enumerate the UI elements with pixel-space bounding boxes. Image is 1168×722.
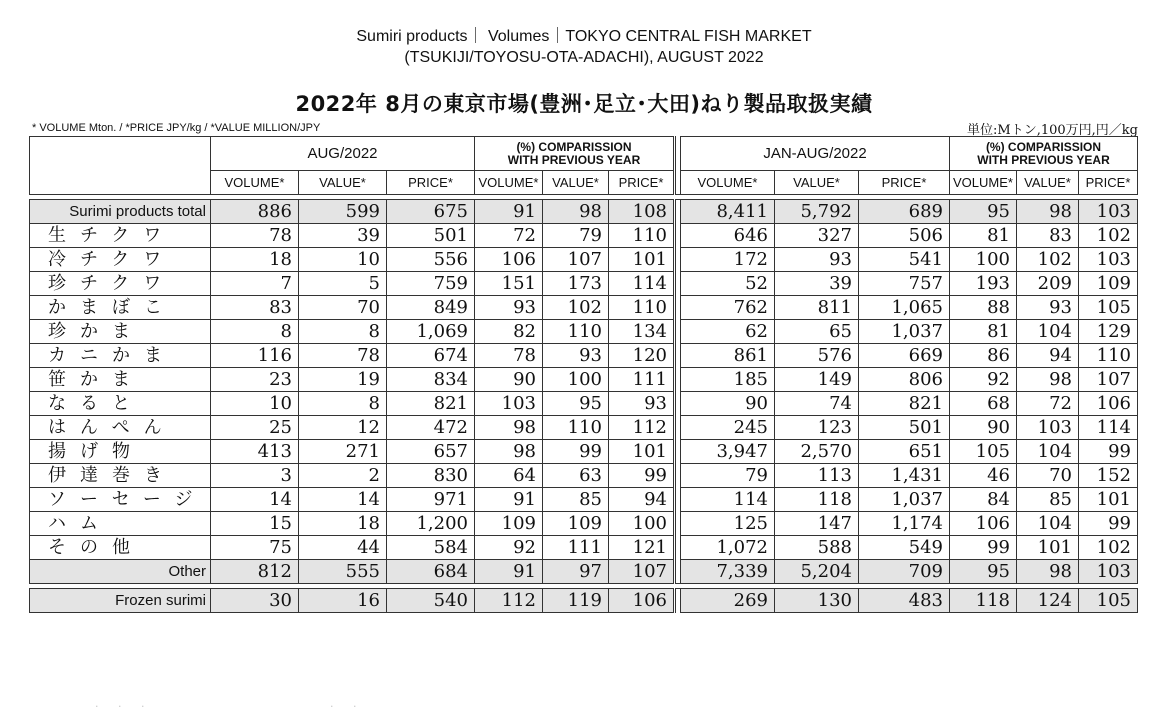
table-cell: 88 [950,296,1017,320]
column-header: VALUE* [543,171,609,195]
table-cell: 483 [859,589,950,613]
table-cell: 124 [1017,589,1079,613]
column-header: PRICE* [387,171,475,195]
table-cell: 70 [299,296,387,320]
table-cell: 75 [211,536,299,560]
table-cell: 106 [1079,392,1138,416]
table-cell: 674 [387,344,475,368]
table-cell: 23 [211,368,299,392]
column-header: VOLUME* [211,171,299,195]
table-cell: 971 [387,488,475,512]
column-header: VOLUME* [681,171,775,195]
table-cell: 83 [1017,224,1079,248]
table-cell: 245 [681,416,775,440]
table-cell: 675 [387,200,475,224]
table-cell: 472 [387,416,475,440]
table-cell: 101 [1079,488,1138,512]
table-row-item [30,368,1138,392]
table-cell: 107 [1079,368,1138,392]
table-cell: 18 [211,248,299,272]
title-en-line1: Sumiri products｜ Volumes｜TOKYO CENTRAL FISH MARKET [356,28,812,45]
unit-label-jp: 単位:Mトン,100万円,円／kg [967,123,1138,138]
row-label: 生チクワ [30,224,211,248]
table-cell: 5,204 [775,560,859,584]
table-cell: 112 [475,589,543,613]
table-cell: 121 [609,536,675,560]
table-cell: 584 [387,536,475,560]
table-cell: 79 [543,224,609,248]
table-cell: 93 [609,392,675,416]
column-header: PRICE* [609,171,675,195]
table-cell: 86 [950,344,1017,368]
table-cell: 94 [1017,344,1079,368]
table-cell: 821 [387,392,475,416]
table-cell: 52 [681,272,775,296]
table-cell: 1,037 [859,320,950,344]
table-cell: 7,339 [681,560,775,584]
table-cell: 107 [609,560,675,584]
table-cell: 70 [1017,464,1079,488]
table-cell: 119 [543,589,609,613]
table-cell: 1,431 [859,464,950,488]
row-label: はんぺん [30,416,211,440]
table-cell: 103 [1079,200,1138,224]
table-cell: 19 [299,368,387,392]
table-cell: 861 [681,344,775,368]
table-cell: 549 [859,536,950,560]
group-aug: AUG/2022 [211,137,475,171]
table-cell: 74 [775,392,859,416]
corner-cell [30,137,211,195]
table-cell: 92 [950,368,1017,392]
table-cell: 95 [950,200,1017,224]
table-cell: 102 [543,296,609,320]
table-cell: 99 [543,440,609,464]
table-cell: 93 [475,296,543,320]
table-cell: 3,947 [681,440,775,464]
table-cell: 81 [950,224,1017,248]
table-cell: 657 [387,440,475,464]
scan-noise-mark: · · [330,700,365,713]
table-cell: 95 [543,392,609,416]
table-cell: 599 [299,200,387,224]
table-cell: 762 [681,296,775,320]
table-cell: 94 [609,488,675,512]
table-cell: 105 [1079,589,1138,613]
row-label: なると [30,392,211,416]
group-ytd-comparison-line1: (%) COMPARISSION [985,139,1102,154]
row-label: 冷チクワ [30,248,211,272]
row-label: 珍チクワ [30,272,211,296]
table-cell: 18 [299,512,387,536]
row-label: その他 [30,536,211,560]
column-header: VOLUME* [475,171,543,195]
row-label: Frozen surimi [30,589,211,613]
table-cell: 129 [1079,320,1138,344]
table-cell: 2 [299,464,387,488]
table-row-item [30,440,1138,464]
table-cell: 193 [950,272,1017,296]
table-cell: 651 [859,440,950,464]
table-cell: 72 [475,224,543,248]
table-cell: 107 [543,248,609,272]
table-cell: 1,069 [387,320,475,344]
table-cell: 14 [211,488,299,512]
table-cell: 68 [950,392,1017,416]
table-cell: 99 [609,464,675,488]
table-cell: 81 [950,320,1017,344]
title-japanese: 2022年 8月の東京市場(豊洲･足立･大田)ねり製品取扱実績 [295,92,873,116]
table-cell: 100 [950,248,1017,272]
table-cell: 98 [1017,200,1079,224]
table-cell: 120 [609,344,675,368]
table-cell: 104 [1017,512,1079,536]
table-row-item [30,296,1138,320]
table-cell: 102 [1079,224,1138,248]
row-label: 揚げ物 [30,440,211,464]
table-cell: 112 [609,416,675,440]
table-cell: 151 [475,272,543,296]
row-label: ハム [30,512,211,536]
column-header: PRICE* [1079,171,1138,195]
table-cell: 8,411 [681,200,775,224]
table-cell: 8 [299,320,387,344]
table-cell: 110 [543,320,609,344]
table-cell: 85 [543,488,609,512]
table-cell: 99 [950,536,1017,560]
table-cell: 14 [299,488,387,512]
group-ytd: JAN-AUG/2022 [681,137,950,171]
table-cell: 689 [859,200,950,224]
table-cell: 104 [1017,440,1079,464]
table-row-item [30,248,1138,272]
table-cell: 100 [543,368,609,392]
table-cell: 10 [299,248,387,272]
table-cell: 147 [775,512,859,536]
table-cell: 110 [543,416,609,440]
table-row-item [30,272,1138,296]
table-cell: 83 [211,296,299,320]
row-label: カニかま [30,344,211,368]
table-cell: 501 [859,416,950,440]
table-cell: 111 [543,536,609,560]
table-cell: 506 [859,224,950,248]
table-cell: 7 [211,272,299,296]
scan-noise-mark: · · · [95,700,153,713]
table-cell: 684 [387,560,475,584]
table-cell: 173 [543,272,609,296]
table-cell: 646 [681,224,775,248]
column-header: VOLUME* [950,171,1017,195]
table-cell: 106 [609,589,675,613]
table-cell: 82 [475,320,543,344]
table-cell: 78 [299,344,387,368]
table-cell: 39 [299,224,387,248]
table-cell: 103 [1079,248,1138,272]
table-cell: 93 [775,248,859,272]
table-cell: 106 [475,248,543,272]
table-cell: 834 [387,368,475,392]
table-cell: 5 [299,272,387,296]
table-cell: 3 [211,464,299,488]
table-cell: 85 [1017,488,1079,512]
table-cell: 64 [475,464,543,488]
table-cell: 63 [543,464,609,488]
table-cell: 93 [1017,296,1079,320]
table-cell: 2,570 [775,440,859,464]
table-cell: 101 [609,440,675,464]
table-cell: 110 [609,224,675,248]
table-cell: 327 [775,224,859,248]
table-cell: 91 [475,488,543,512]
table-cell: 78 [475,344,543,368]
table-cell: 98 [543,200,609,224]
table-cell: 102 [1017,248,1079,272]
table-cell: 759 [387,272,475,296]
row-label: 伊達巻き [30,464,211,488]
fish-market-table [29,136,1138,613]
table-row-item [30,488,1138,512]
column-header: VALUE* [299,171,387,195]
table-cell: 25 [211,416,299,440]
table-cell: 116 [211,344,299,368]
group-ytd-comparison-line2: WITH PREVIOUS YEAR [977,152,1110,167]
table-cell: 8 [299,392,387,416]
table-cell: 108 [609,200,675,224]
table-cell: 134 [609,320,675,344]
table-cell: 65 [775,320,859,344]
table-cell: 30 [211,589,299,613]
table-cell: 118 [775,488,859,512]
table-cell: 72 [1017,392,1079,416]
table-cell: 110 [1079,344,1138,368]
column-header: VALUE* [1017,171,1079,195]
table-cell: 111 [609,368,675,392]
table-cell: 576 [775,344,859,368]
table-cell: 92 [475,536,543,560]
table-cell: 90 [681,392,775,416]
units-note: * VOLUME Mton. / *PRICE JPY/kg / *VALUE MILLION/JPY [32,122,321,134]
table-cell: 79 [681,464,775,488]
table-cell: 830 [387,464,475,488]
table-cell: 99 [1079,440,1138,464]
table-cell: 100 [609,512,675,536]
table-cell: 821 [859,392,950,416]
table-cell: 556 [387,248,475,272]
table-cell: 91 [475,560,543,584]
table-cell: 98 [475,416,543,440]
table-cell: 271 [299,440,387,464]
group-aug-comparison-line1: (%) COMPARISSION [516,139,632,154]
table-cell: 95 [950,560,1017,584]
row-label: 笹かま [30,368,211,392]
table-cell: 91 [475,200,543,224]
group-aug-comparison-line2: WITH PREVIOUS YEAR [507,152,641,167]
group-ytd-comparison [950,137,1138,171]
table-cell: 103 [1017,416,1079,440]
table-cell: 39 [775,272,859,296]
table-cell: 98 [1017,560,1079,584]
table-cell: 99 [1079,512,1138,536]
table-cell: 105 [1079,296,1138,320]
table-cell: 84 [950,488,1017,512]
table-cell: 98 [1017,368,1079,392]
group-header-row [30,137,1138,171]
table-cell: 1,174 [859,512,950,536]
table-cell: 118 [950,589,1017,613]
table-cell: 93 [543,344,609,368]
table-cell: 113 [775,464,859,488]
table-cell: 114 [681,488,775,512]
table-cell: 97 [543,560,609,584]
table-cell: 109 [543,512,609,536]
table-cell: 103 [1079,560,1138,584]
column-header: PRICE* [859,171,950,195]
table-cell: 102 [1079,536,1138,560]
table-cell: 101 [1017,536,1079,560]
table-cell: 78 [211,224,299,248]
table-row-other [30,560,1138,584]
table-cell: 12 [299,416,387,440]
table-cell: 541 [859,248,950,272]
table-cell: 125 [681,512,775,536]
table-cell: 104 [1017,320,1079,344]
table-cell: 62 [681,320,775,344]
table-cell: 209 [1017,272,1079,296]
table-cell: 501 [387,224,475,248]
row-label: 珍かま [30,320,211,344]
table-row-item [30,392,1138,416]
table-cell: 90 [475,368,543,392]
table-cell: 130 [775,589,859,613]
table-row-item [30,416,1138,440]
table-cell: 10 [211,392,299,416]
row-label: Other [30,560,211,584]
table-cell: 16 [299,589,387,613]
table-row-item [30,512,1138,536]
table-row-item [30,536,1138,560]
table-cell: 185 [681,368,775,392]
table-cell: 669 [859,344,950,368]
table-cell: 849 [387,296,475,320]
table-row-frozen [30,589,1138,613]
table-cell: 8 [211,320,299,344]
table-cell: 709 [859,560,950,584]
table-cell: 886 [211,200,299,224]
table-cell: 105 [950,440,1017,464]
table-cell: 413 [211,440,299,464]
table-row-item [30,320,1138,344]
table-cell: 588 [775,536,859,560]
table-row-item [30,344,1138,368]
table-cell: 101 [609,248,675,272]
table-cell: 172 [681,248,775,272]
table-cell: 90 [950,416,1017,440]
table-cell: 44 [299,536,387,560]
group-aug-comparison [475,137,675,171]
table-cell: 110 [609,296,675,320]
title-en-line2: (TSUKIJI/TOYOSU-OTA-ADACHI), AUGUST 2022 [404,49,764,66]
table-cell: 757 [859,272,950,296]
table-cell: 152 [1079,464,1138,488]
table-cell: 555 [299,560,387,584]
table-cell: 812 [211,560,299,584]
table-cell: 1,065 [859,296,950,320]
table-row-total [30,200,1138,224]
row-label: ソーセージ [30,488,211,512]
table-cell: 811 [775,296,859,320]
table-cell: 114 [609,272,675,296]
table-cell: 103 [475,392,543,416]
table-cell: 98 [475,440,543,464]
table-cell: 106 [950,512,1017,536]
table-cell: 5,792 [775,200,859,224]
table-cell: 1,200 [387,512,475,536]
table-row-item [30,464,1138,488]
table-cell: 806 [859,368,950,392]
table-cell: 540 [387,589,475,613]
row-label: Surimi products total [30,200,211,224]
table-cell: 149 [775,368,859,392]
row-label: かまぼこ [30,296,211,320]
table-cell: 46 [950,464,1017,488]
table-cell: 1,037 [859,488,950,512]
table-cell: 109 [475,512,543,536]
table-cell: 15 [211,512,299,536]
table-cell: 114 [1079,416,1138,440]
table-cell: 109 [1079,272,1138,296]
table-row-item [30,224,1138,248]
table-cell: 1,072 [681,536,775,560]
table-cell: 269 [681,589,775,613]
column-header: VALUE* [775,171,859,195]
table-cell: 123 [775,416,859,440]
